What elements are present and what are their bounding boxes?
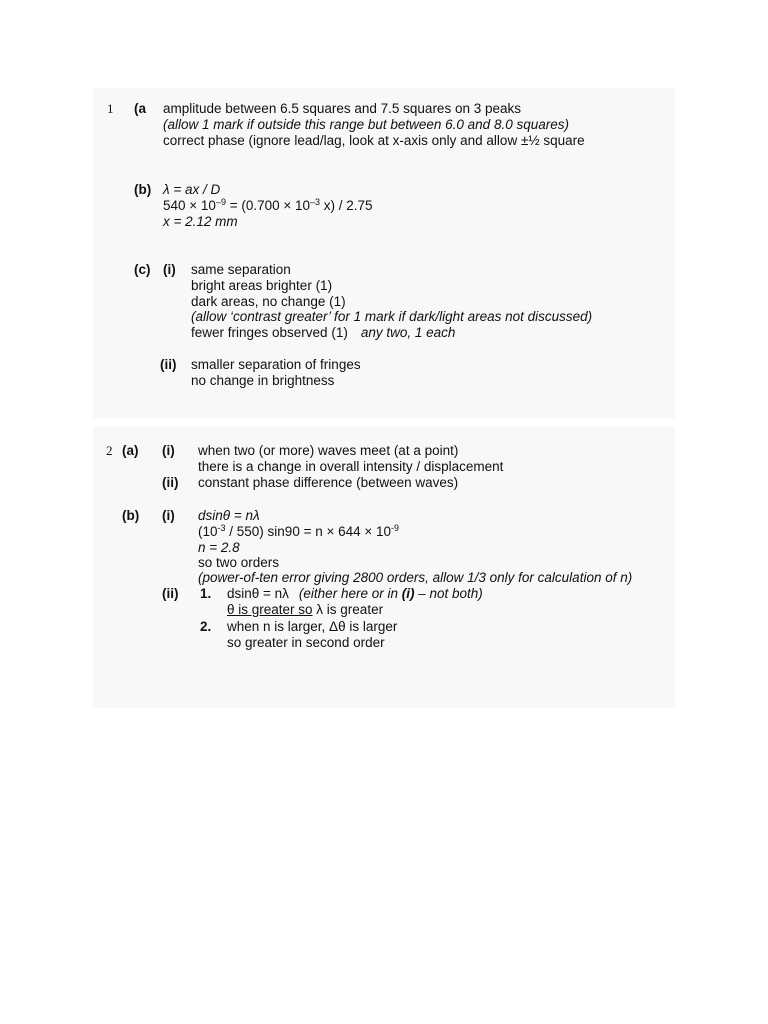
- q2bii-point-1-line-2: [227, 602, 383, 618]
- q2b-sub-i-label: (i): [162, 508, 175, 523]
- q2-part-a-label: (a): [122, 443, 139, 458]
- q1ci-line-3: dark areas, no change (1): [191, 294, 346, 309]
- q2ai-line-2: there is a change in overall intensity / displacement: [198, 459, 504, 474]
- q2bii-point-1-note-b: – not both): [414, 586, 483, 601]
- q2bi-line-3: n = 2.8: [198, 540, 240, 555]
- q2bii-point-1-equation: dsinθ = nλ: [227, 586, 289, 601]
- q2bi-line-4: so two orders: [198, 555, 280, 570]
- q2bii-point-1-line-2-rest: λ is greater: [312, 602, 384, 617]
- q2a-sub-i-label: (i): [162, 443, 175, 458]
- q1ci-line-4: (allow ‘contrast greater’ for 1 mark if dark/light areas not discussed): [191, 309, 593, 324]
- q1a-line-2: (allow 1 mark if outside this range but between 6.0 and 8.0 squares): [163, 117, 569, 132]
- q1ci-line-1: same separation: [191, 262, 291, 277]
- q1cii-line-1: smaller separation of fringes: [191, 357, 361, 372]
- q2bi-line-5: (power-of-ten error giving 2800 orders, allow 1/3 only for calculation of n): [198, 570, 633, 585]
- q2bii-point-1-note-ref: (i): [401, 586, 415, 601]
- q1ci-line-2: bright areas brighter (1): [191, 278, 333, 293]
- q1ci-line-5: [191, 325, 455, 341]
- q2bii-point-2-number: 2.: [200, 619, 212, 634]
- q2bi-line-2-part-1: (10: [198, 524, 218, 539]
- q2bi-line-2-part-2: / 550) sin90 = n × 644 × 10: [225, 524, 392, 539]
- question-number-2: 2: [106, 443, 113, 458]
- q1b-line-3: x = 2.12 mm: [163, 214, 238, 229]
- q1-part-c-label: (c): [134, 262, 151, 277]
- q1a-line-1: amplitude between 6.5 squares and 7.5 squares on 3 peaks: [163, 101, 521, 116]
- q2bii-point-2-line-2: so greater in second order: [227, 635, 385, 650]
- q1-part-b-label: (b): [134, 182, 152, 197]
- q2bii-point-1-number: 1.: [200, 586, 212, 601]
- q2bii-point-1-line-2-underlined: θ is greater so: [227, 602, 313, 617]
- q1b-line-2-part-1: 540 × 10: [163, 198, 216, 213]
- q2bi-line-1: dsinθ = nλ: [198, 508, 260, 523]
- q1b-line-2-part-3: x) / 2.75: [320, 198, 373, 213]
- q2b-sub-ii-label: (ii): [162, 586, 179, 601]
- q2-part-b-label: (b): [122, 508, 140, 523]
- q2a-sub-ii-label: (ii): [162, 475, 179, 490]
- q2ai-line-1: when two (or more) waves meet (at a point): [198, 443, 459, 458]
- question-number-1: 1: [107, 101, 114, 116]
- q1ci-line-5-note: any two, 1 each: [360, 325, 456, 340]
- q1cii-line-2: no change in brightness: [191, 373, 335, 388]
- q1c-sub-i-label: (i): [163, 262, 176, 277]
- q1b-line-2-exponent-1: –9: [215, 197, 226, 207]
- q2bi-line-2-exponent-1: -3: [217, 523, 226, 533]
- q2bi-line-2: [198, 524, 399, 540]
- q2bii-point-1-note: [299, 586, 483, 601]
- q1b-line-2: [163, 198, 373, 214]
- q1ci-line-5-text: fewer fringes observed (1): [191, 325, 348, 340]
- q2aii-line-1: constant phase difference (between waves): [198, 475, 459, 490]
- q1b-line-1: λ = ax / D: [163, 182, 221, 197]
- q2bi-line-2-exponent-2: -9: [391, 523, 400, 533]
- q1-part-a-label: (a: [134, 101, 147, 116]
- q2bii-point-1-line-1: [227, 586, 483, 602]
- q1b-line-2-part-2: = (0.700 × 10: [225, 198, 311, 213]
- q1b-line-2-exponent-2: –3: [310, 197, 321, 207]
- q1a-line-3: correct phase (ignore lead/lag, look at x-axis only and allow ±½ square: [163, 133, 585, 148]
- q1c-sub-ii-label: (ii): [160, 357, 177, 372]
- q2bii-point-1-note-a: (either here or in: [298, 586, 402, 601]
- q2bii-point-2-line-1: when n is larger, Δθ is larger: [227, 619, 398, 634]
